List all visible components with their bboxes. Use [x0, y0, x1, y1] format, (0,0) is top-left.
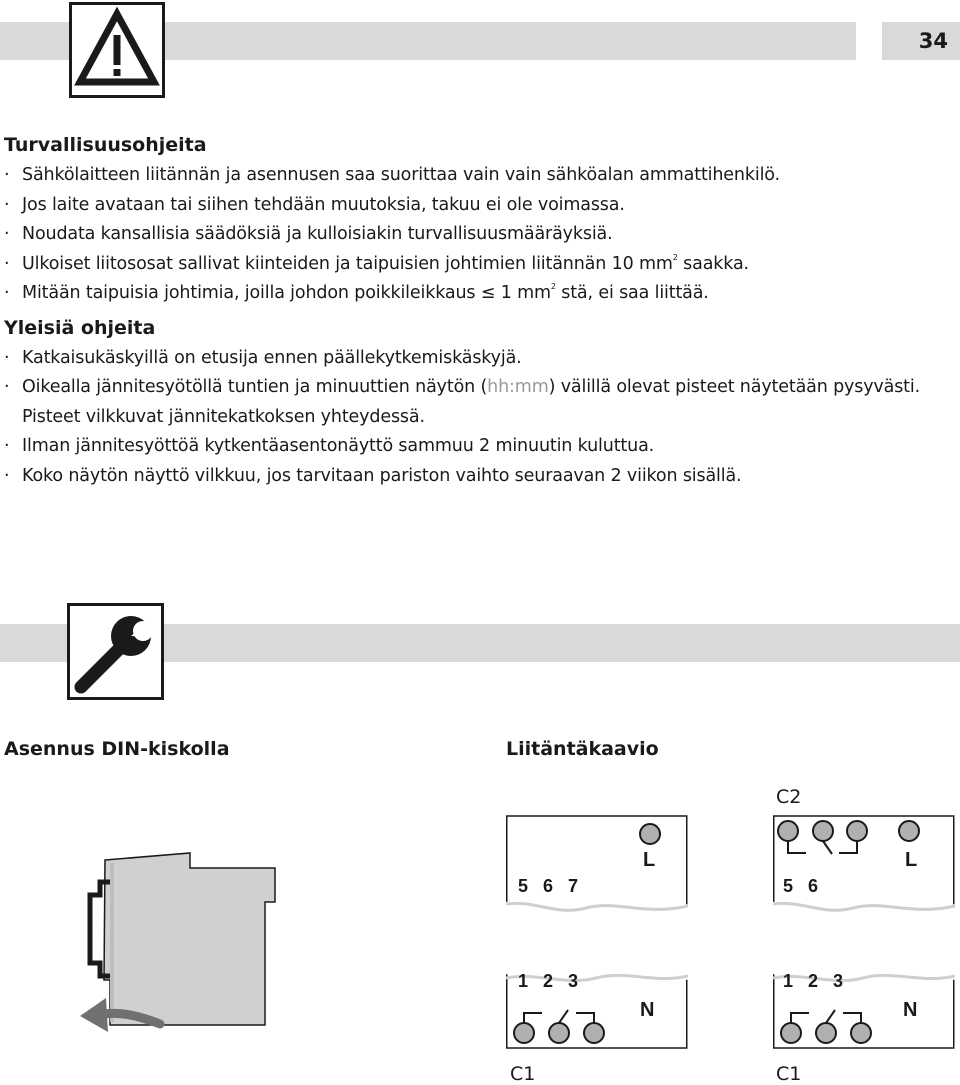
- list-item: · Mitään taipuisia johtimia, joilla johdon poikkileikkaus ≤ 1 $mm^2$ stä, ei saa liittää.: [4, 279, 954, 309]
- diagram1-top-terminals: 5 6 7: [518, 876, 579, 896]
- din-rail-title: Asennus DIN-kiskolla: [4, 738, 230, 760]
- diagram2-bottom-terminals: 1 2 3: [783, 971, 844, 991]
- warning-triangle-icon: [69, 2, 165, 98]
- din-rail-drawing: [70, 820, 330, 1050]
- safety-heading: Turvallisuusohjeita: [4, 134, 207, 156]
- warning-icon-box: [69, 2, 165, 98]
- wrench-icon: [67, 603, 164, 700]
- list-item: · Ilman jännitesyöttöä kytkentäasentonäyttö sammuu 2 minuutin kuluttua.: [4, 432, 954, 462]
- safety-list: [4, 161, 954, 309]
- diagram2-top-terminals: 5 6: [783, 876, 819, 896]
- diagram2-c2-label: C2: [776, 786, 802, 808]
- instructions-content: [4, 132, 954, 497]
- wiring-title: Liitäntäkaavio: [506, 738, 659, 760]
- page-number: 34: [882, 22, 960, 60]
- general-list: [4, 344, 954, 492]
- diagram1-neutral-label: N: [640, 999, 655, 1021]
- list-item: · Koko näytön näyttö vilkkuu, jos tarvitaan pariston vaihto seuraavan 2 viikon sisällä.: [4, 462, 954, 492]
- general-heading: Yleisiä ohjeita: [4, 316, 156, 339]
- tool-icon-box: [67, 603, 164, 700]
- diagram1-phase-label: L: [643, 849, 656, 871]
- diagram2-neutral-label: N: [903, 999, 918, 1021]
- wiring-diagram-1: [506, 810, 688, 1055]
- wiring-diagram-2: [773, 810, 955, 1055]
- list-item: · Ulkoiset liitososat sallivat kiinteiden ja taipuisien johtimien liitännän 10 $mm^2$ saakka.: [4, 250, 954, 280]
- list-item: · Katkaisukäskyillä on etusija ennen päällekytkemiskäskyjä.: [4, 344, 954, 374]
- diagram1-bottom-terminals: 1 2 3: [518, 971, 579, 991]
- diagram2-phase-label: L: [905, 849, 918, 871]
- list-item: · Noudata kansallisia säädöksiä ja kulloisiakin turvallisuusmääräyksiä.: [4, 220, 954, 250]
- list-item: · Sähkölaitteen liitännän ja asennusen saa suorittaa vain vain sähköalan ammattihenkilö.: [4, 161, 954, 191]
- list-item: · Oikealla jännitesyötöllä tuntien ja minuuttien näytön (hh:mm) välillä olevat pisteet näytetään pysyvästi. Pisteet vilkkuvat jännitekatkoksen yhteydessä.: [4, 373, 954, 432]
- list-item: · Jos laite avataan tai siihen tehdään muutoksia, takuu ei ole voimassa.: [4, 191, 954, 221]
- diagram1-c1-label: C1: [510, 1063, 536, 1085]
- diagram2-c1-label: C1: [776, 1063, 802, 1085]
